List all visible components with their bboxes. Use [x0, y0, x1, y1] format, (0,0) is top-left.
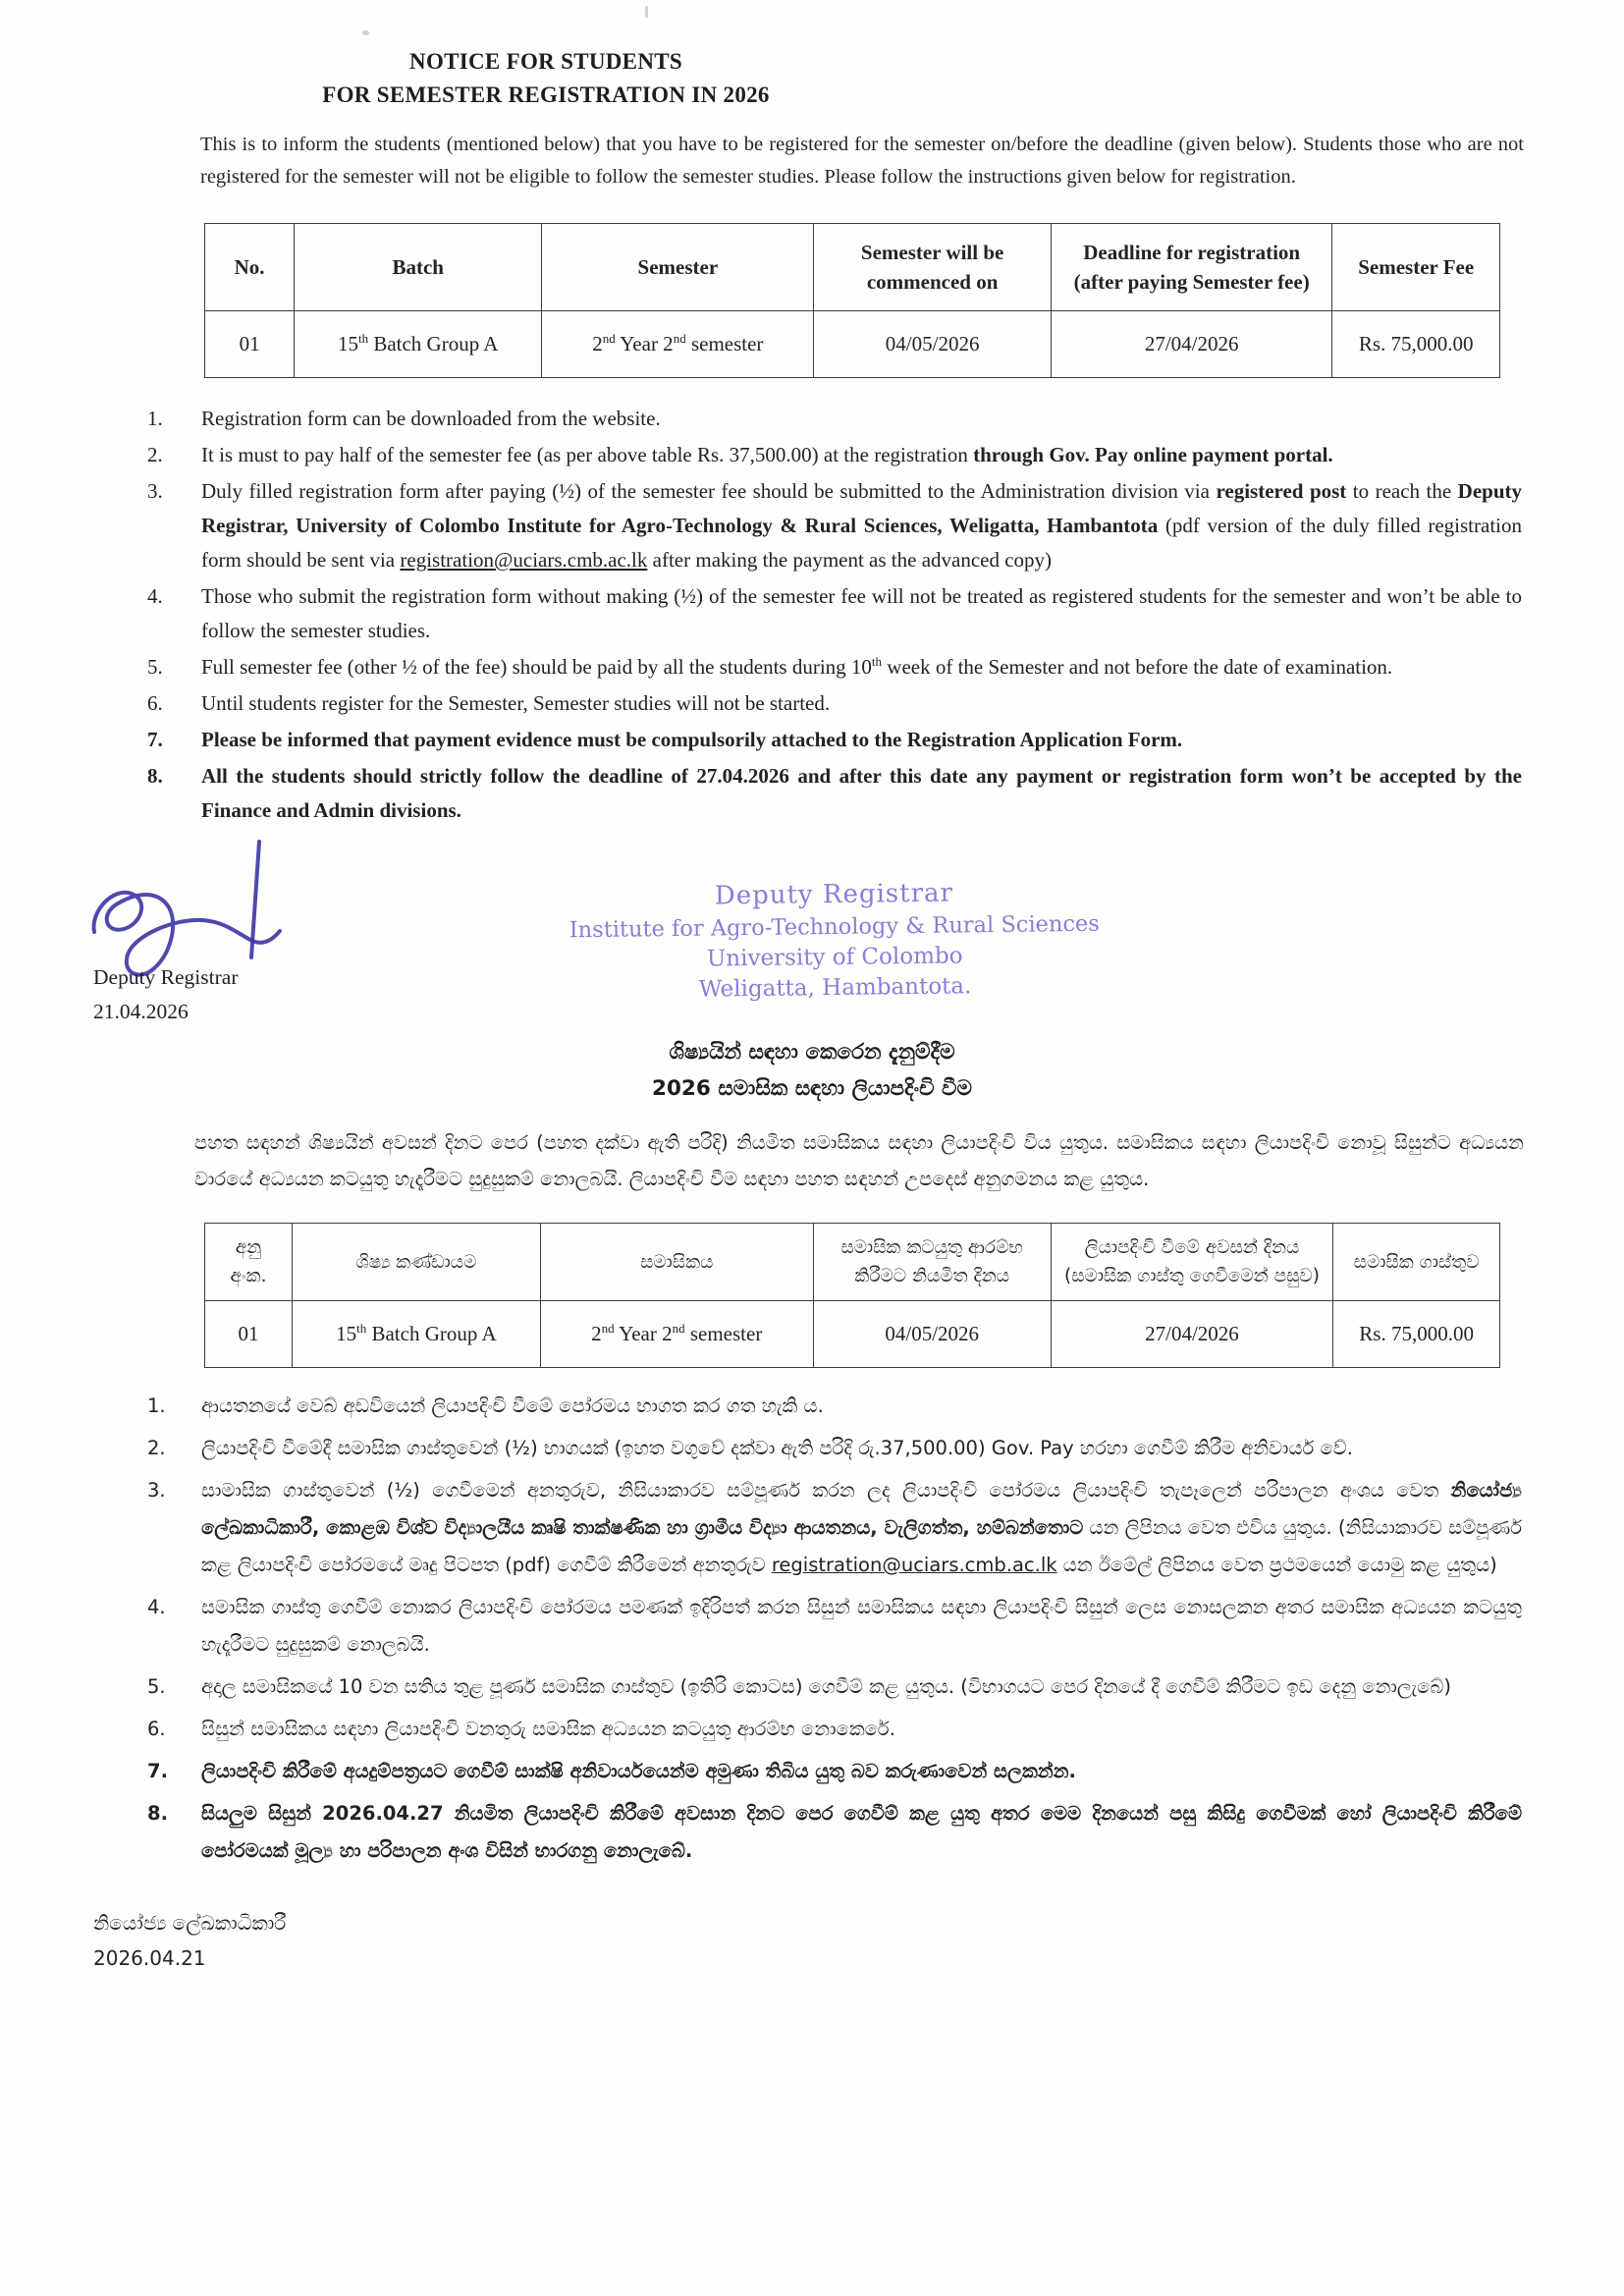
table-header-cell: සමාසික කටයුතු ආරම්භ කිරීමට නියමිත දිනය: [813, 1224, 1051, 1301]
notice-title: [98, 45, 994, 112]
table-header-row: [205, 1224, 1500, 1301]
list-item-text: Duly filled registration form after paying (½) of the semester fee should be submitted to the Administration division via registered post to reach the Deputy Registrar, University of Colombo Institute for Agro-Technology & Rural Sciences, Weligatta, Hambantota (pdf version of the duly filled registration form should be sent via registration@uciars.cmb.ac.lk after making the payment as the advanced copy): [201, 479, 1522, 572]
list-item: [147, 1472, 1522, 1584]
table-header-cell: ශිෂ්‍ය කණ්ඩායම: [293, 1224, 541, 1301]
stamp-line: Institute for Agro-Technology & Rural Sciences: [568, 910, 1101, 944]
table-header-cell: අනු අංක.: [205, 1224, 293, 1301]
table-header-cell: Deadline for registration (after paying Semester fee): [1051, 224, 1332, 311]
list-item-text: සියලුම සිසුන් 2026.04.27 නියමිත ලියාපදිංචි කිරීමේ අවසාන දිනට පෙර ගෙවීම් කළ යුතු අතර මෙම දිනයෙන් පසු කිසිදු ගෙවීමක් හෝ ලියාපදිංචි කිරීමේ පෝරමයක් මූල්‍ය හා පරිපාලන අංශ විසින් භාරගනු නොලැබේ.: [201, 1802, 1522, 1862]
table-row: [205, 1301, 1500, 1368]
list-item-number: 7.: [147, 1760, 168, 1782]
list-item-number: 8.: [147, 764, 163, 788]
table-header-row: [205, 224, 1500, 311]
list-item-number: 6.: [147, 691, 163, 715]
stamp-line: Weligatta, Hambantota.: [698, 973, 972, 1003]
table-cell: 04/05/2026: [813, 1301, 1051, 1368]
list-item-number: 3.: [147, 1479, 166, 1502]
table-header-cell: Semester: [542, 224, 814, 311]
table-cell: Rs. 75,000.00: [1333, 1301, 1500, 1368]
list-item: [147, 1388, 1522, 1425]
table-cell: 01: [205, 311, 295, 378]
list-item-text: ලියාපදිංචි වීමේදී සමාසික ගාස්තුවෙන් (½) භාගයක් (ඉහත වගුවේ දක්වා ඇති පරිදි රු.37,500.00) Gov. Pay හරහා ගෙවීම් කිරීම අනිවාර්ය වේ.: [201, 1437, 1353, 1459]
stamp-line: Deputy Registrar: [714, 878, 954, 911]
list-item-number: 5.: [147, 655, 163, 679]
table-cell: 2nd Year 2nd semester: [542, 311, 814, 378]
list-item-text: සිසුන් සමාසිකය සඳහා ලියාපදිංචි වනතුරු සමාසික අධ්‍යයන කටයුතු ආරම්භ නොකෙරේ.: [201, 1718, 895, 1740]
list-item-text: It is must to pay half of the semester fee (as per above table Rs. 37,500.00) at the registration through Gov. Pay online payment portal.: [201, 443, 1333, 466]
list-item: [147, 1668, 1522, 1706]
footer-signatory-block: [93, 1905, 1624, 1976]
list-item: [147, 402, 1522, 436]
list-item-number: 3.: [147, 479, 163, 503]
footer-date: 2026.04.21: [93, 1946, 206, 1970]
sinhala-intro-paragraph: පහත සඳහන් ශිෂ්‍යයින් අවසන් දිනට පෙර (පහත දක්වා ඇති පරිදි) නියමිත සමාසිකය සඳහා ලියාපදිංචි විය යුතුය. සමාසිකය සඳහා ලියාපදිංචි නොවූ සිසුන්ට අධ්‍යයන වාරයේ අධ්‍යයන කටයුතු හැදෑරීමට සුදුසුකම් නොලබයි. ලියාපදිංචි වීම සඳහා පහත සඳහන් උපදෙස් අනුගමනය කළ යුතුය.: [194, 1131, 1524, 1190]
table-cell: 27/04/2026: [1051, 311, 1332, 378]
signatory-title: Deputy Registrar: [93, 965, 239, 989]
list-item: [147, 723, 1522, 757]
table-cell: 2nd Year 2nd semester: [540, 1301, 813, 1368]
list-item-number: 8.: [147, 1802, 168, 1825]
list-item: [147, 1589, 1522, 1664]
english-registration-table: [204, 223, 1500, 378]
list-item-number: 7.: [147, 728, 163, 751]
scan-artifact: [362, 30, 369, 35]
footer-signatory-title: නියෝජ්‍ය ලේඛකාධිකාරී: [93, 1911, 287, 1935]
list-item-text: All the students should strictly follow the deadline of 27.04.2026 and after this date any payment or registration form won’t be accepted by the Finance and Admin divisions.: [201, 764, 1522, 822]
sinhala-notice-title: [98, 1034, 1526, 1107]
list-item-number: 6.: [147, 1718, 166, 1740]
list-item-number: 5.: [147, 1675, 166, 1698]
list-item-number: 4.: [147, 584, 163, 608]
table-header-cell: No.: [205, 224, 295, 311]
list-item-number: 4.: [147, 1596, 166, 1618]
table-cell: 15th Batch Group A: [295, 311, 542, 378]
list-item-text: Those who submit the registration form without making (½) of the semester fee will not be treated as registered students for the semester and won’t be able to follow the semester studies.: [201, 584, 1522, 642]
list-item: [147, 1711, 1522, 1748]
list-item: [147, 1430, 1522, 1467]
table-header-cell: Semester Fee: [1332, 224, 1500, 311]
table-header-cell: ලියාපදිංචි වීමේ අවසන් දිනය (සමාසික ගාස්තු ගෙවීමෙන් පසුව): [1051, 1224, 1333, 1301]
table-cell: 01: [205, 1301, 293, 1368]
list-item: [147, 686, 1522, 721]
list-item: [147, 759, 1522, 828]
table-cell: Rs. 75,000.00: [1332, 311, 1500, 378]
table-header-cell: සමාසික ගාස්තුව: [1333, 1224, 1500, 1301]
sinhala-registration-table: [204, 1223, 1500, 1368]
stamp-line: University of Colombo: [706, 943, 963, 972]
list-item-text: අදාල සමාසිකයේ 10 වන සතිය තුළ පූර්ණ සමාසික ගාස්තුව (ඉතිරි කොටස) ගෙවීම් කළ යුතුය. (විභාගයට පෙර දිනයේ දී ගෙවීම් කිරීමට ඉඩ දෙනු නොලැබේ): [201, 1675, 1451, 1698]
scan-artifact: [856, 1243, 861, 1247]
english-instructions-list: [147, 402, 1522, 828]
sinhala-title-line-1: ශිෂ්‍යයින් සඳහා කෙරෙන දැනුම්දීම: [669, 1040, 955, 1065]
english-intro-paragraph: This is to inform the students (mentioned below) that you have to be registered for the semester on/before the deadline (given below). Students those who are not registered for the semester will not be eligible to follow the semester studies. Please follow the instructions given below for registration.: [200, 134, 1524, 188]
list-item: [147, 1753, 1522, 1790]
list-item-text: Registration form can be downloaded from the website.: [201, 407, 661, 430]
signature-block: [0, 851, 1624, 1034]
list-item-text: Please be informed that payment evidence must be compulsorily attached to the Registration Application Form.: [201, 728, 1183, 751]
list-item: [147, 474, 1522, 577]
list-item-text: ආයතනයේ වෙබ් අඩවියෙන් ලියාපදිංචි වීමේ පෝරමය භාගත කර ගත හැකි ය.: [201, 1394, 824, 1417]
table-cell: 04/05/2026: [814, 311, 1052, 378]
table-row: [205, 311, 1500, 378]
table-header-cell: සමාසිකය: [540, 1224, 813, 1301]
table-header-cell: Batch: [295, 224, 542, 311]
signature-date: 21.04.2026: [93, 1000, 189, 1023]
list-item-text: සාමාසික ගාස්තුවෙන් (½) ගෙවීමෙන් අනතුරුව, නිසියාකාරව සම්පූර්ණ කරන ලද ලියාපදිංචි පෝරමය ලියාපදිංචි තැපෑලෙන් පරිපාලන අංශය වෙත නියෝජ්‍ය ලේඛකාධිකාරී, කොළඹ විශ්ව විද්‍යාලයීය කෘෂි තාක්ෂණික හා ග්‍රාමීය විද්‍යා ආයතනය, වැලිගත්ත, හම්බන්තොට යන ලිපිනය වෙත එවිය යුතුය. (නිසියාකාරව සම්පූර්ණ කළ ලියාපදිංචි පෝරමයේ මෘදු පිටපත (pdf) ගෙවීම් කිරීමෙන් අනතුරුව registration@uciars.cmb.ac.lk යන ඊමේල් ලිපිනය වෙත ප්‍රථමයෙන් යොමු කළ යුතුය): [201, 1479, 1522, 1576]
list-item-number: 1.: [147, 407, 163, 430]
list-item-text: සමාසික ගාස්තු ගෙවීම් නොකර ලියාපදිංචි පෝරමය පමණක් ඉදිරිපත් කරන සිසුන් සමාසිකය සඳහා ලියාපදිංචි සිසුන් ලෙස නොසලකන අතර සමාසික අධ්‍යයන කටයුතු හැදෑරීමට සුදුසුකම් නොලබයි.: [201, 1596, 1522, 1656]
table-header-cell: Semester will be commenced on: [814, 224, 1052, 311]
list-item-number: 2.: [147, 443, 163, 466]
list-item: [147, 438, 1522, 472]
list-item: [147, 650, 1522, 684]
list-item-text: Until students register for the Semester, Semester studies will not be started.: [201, 691, 831, 715]
table-cell: 15th Batch Group A: [293, 1301, 541, 1368]
scan-artifact: [645, 6, 648, 18]
list-item-number: 1.: [147, 1394, 166, 1417]
email-link[interactable]: registration@uciars.cmb.ac.lk: [771, 1554, 1057, 1576]
title-line-2: FOR SEMESTER REGISTRATION IN 2026: [322, 82, 770, 107]
office-stamp: [519, 873, 1150, 1008]
sinhala-instructions-list: [147, 1388, 1522, 1870]
list-item-text: ලියාපදිංචි කිරීමේ අයදුම්පත්‍රයට ගෙවීම් සාක්ෂි අනිවාර්යයෙන්ම අමුණා තිබිය යුතු බව කරුණාවෙන් සලකන්න.: [201, 1760, 1076, 1782]
email-link[interactable]: registration@uciars.cmb.ac.lk: [400, 548, 648, 572]
list-item-number: 2.: [147, 1437, 166, 1459]
list-item: [147, 579, 1522, 648]
list-item-text: Full semester fee (other ½ of the fee) should be paid by all the students during 10th week of the Semester and not before the date of examination.: [201, 654, 1393, 679]
sinhala-title-line-2: 2026 සමාසික සඳහා ලියාපදිංචි වීම: [652, 1076, 972, 1101]
title-line-1: NOTICE FOR STUDENTS: [409, 49, 682, 74]
list-item: [147, 1795, 1522, 1870]
table-cell: 27/04/2026: [1051, 1301, 1333, 1368]
